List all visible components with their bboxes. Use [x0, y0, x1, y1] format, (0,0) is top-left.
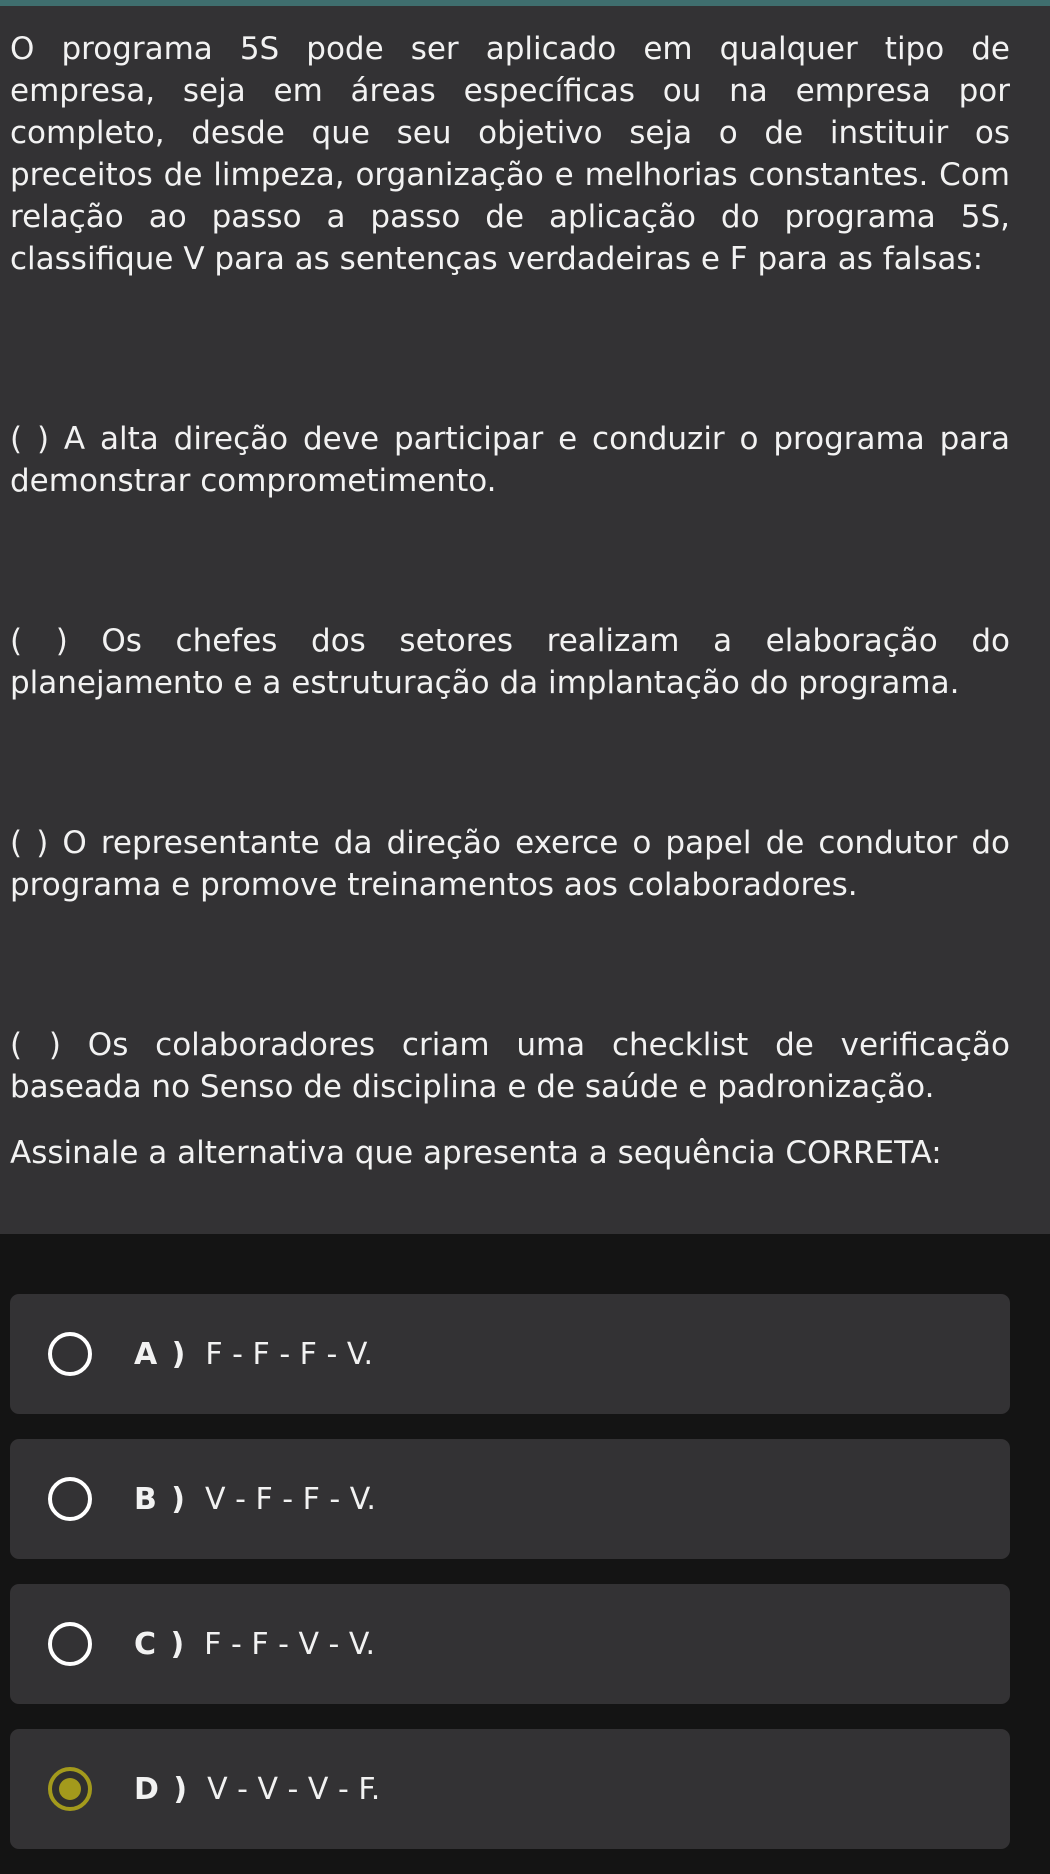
option-letter: D ) [134, 1771, 190, 1807]
statement-4: ( ) Os colaboradores criam uma checklist de verificação baseada no Senso de disciplina e de saúde e padronização. [10, 1027, 1010, 1105]
option-a[interactable] [10, 1294, 1010, 1414]
question-instruction: Assinale a alternativa que apresenta a sequência CORRETA: [10, 1135, 942, 1171]
radio-checked-icon[interactable] [48, 1767, 92, 1811]
radio-unchecked-icon[interactable] [48, 1622, 92, 1666]
question-panel [0, 6, 1050, 1234]
option-b[interactable] [10, 1439, 1010, 1559]
radio-unchecked-icon[interactable] [48, 1332, 92, 1376]
answer-options [10, 1294, 1010, 1874]
option-text: V - V - V - F. [207, 1771, 381, 1807]
question-intro: O programa 5S pode ser aplicado em qualquer tipo de empresa, seja em áreas específicas ou na empresa por completo, desde que seu objetivo seja o de instituir os preceitos de limpeza, organização e melhorias constantes. Com relação ao passo a passo de aplicação do programa 5S, classifique V para as sentenças verdadeiras e F para as falsas: [10, 31, 1010, 277]
option-text: V - F - F - V. [205, 1481, 376, 1517]
option-letter: A ) [134, 1336, 188, 1372]
option-letter: C ) [134, 1626, 187, 1662]
option-letter: B ) [134, 1481, 188, 1517]
option-text: F - F - F - V. [205, 1336, 374, 1372]
option-c[interactable] [10, 1584, 1010, 1704]
option-d[interactable] [10, 1729, 1010, 1849]
statement-3: ( ) O representante da direção exerce o papel de condutor do programa e promove treinamentos aos colaboradores. [10, 825, 1010, 903]
radio-unchecked-icon[interactable] [48, 1477, 92, 1521]
option-text: F - F - V - V. [204, 1626, 376, 1662]
statement-2: ( ) Os chefes dos setores realizam a elaboração do planejamento e a estruturação da implantação do programa. [10, 623, 1010, 701]
statement-1: ( ) A alta direção deve participar e conduzir o programa para demonstrar comprometimento. [10, 421, 1010, 499]
